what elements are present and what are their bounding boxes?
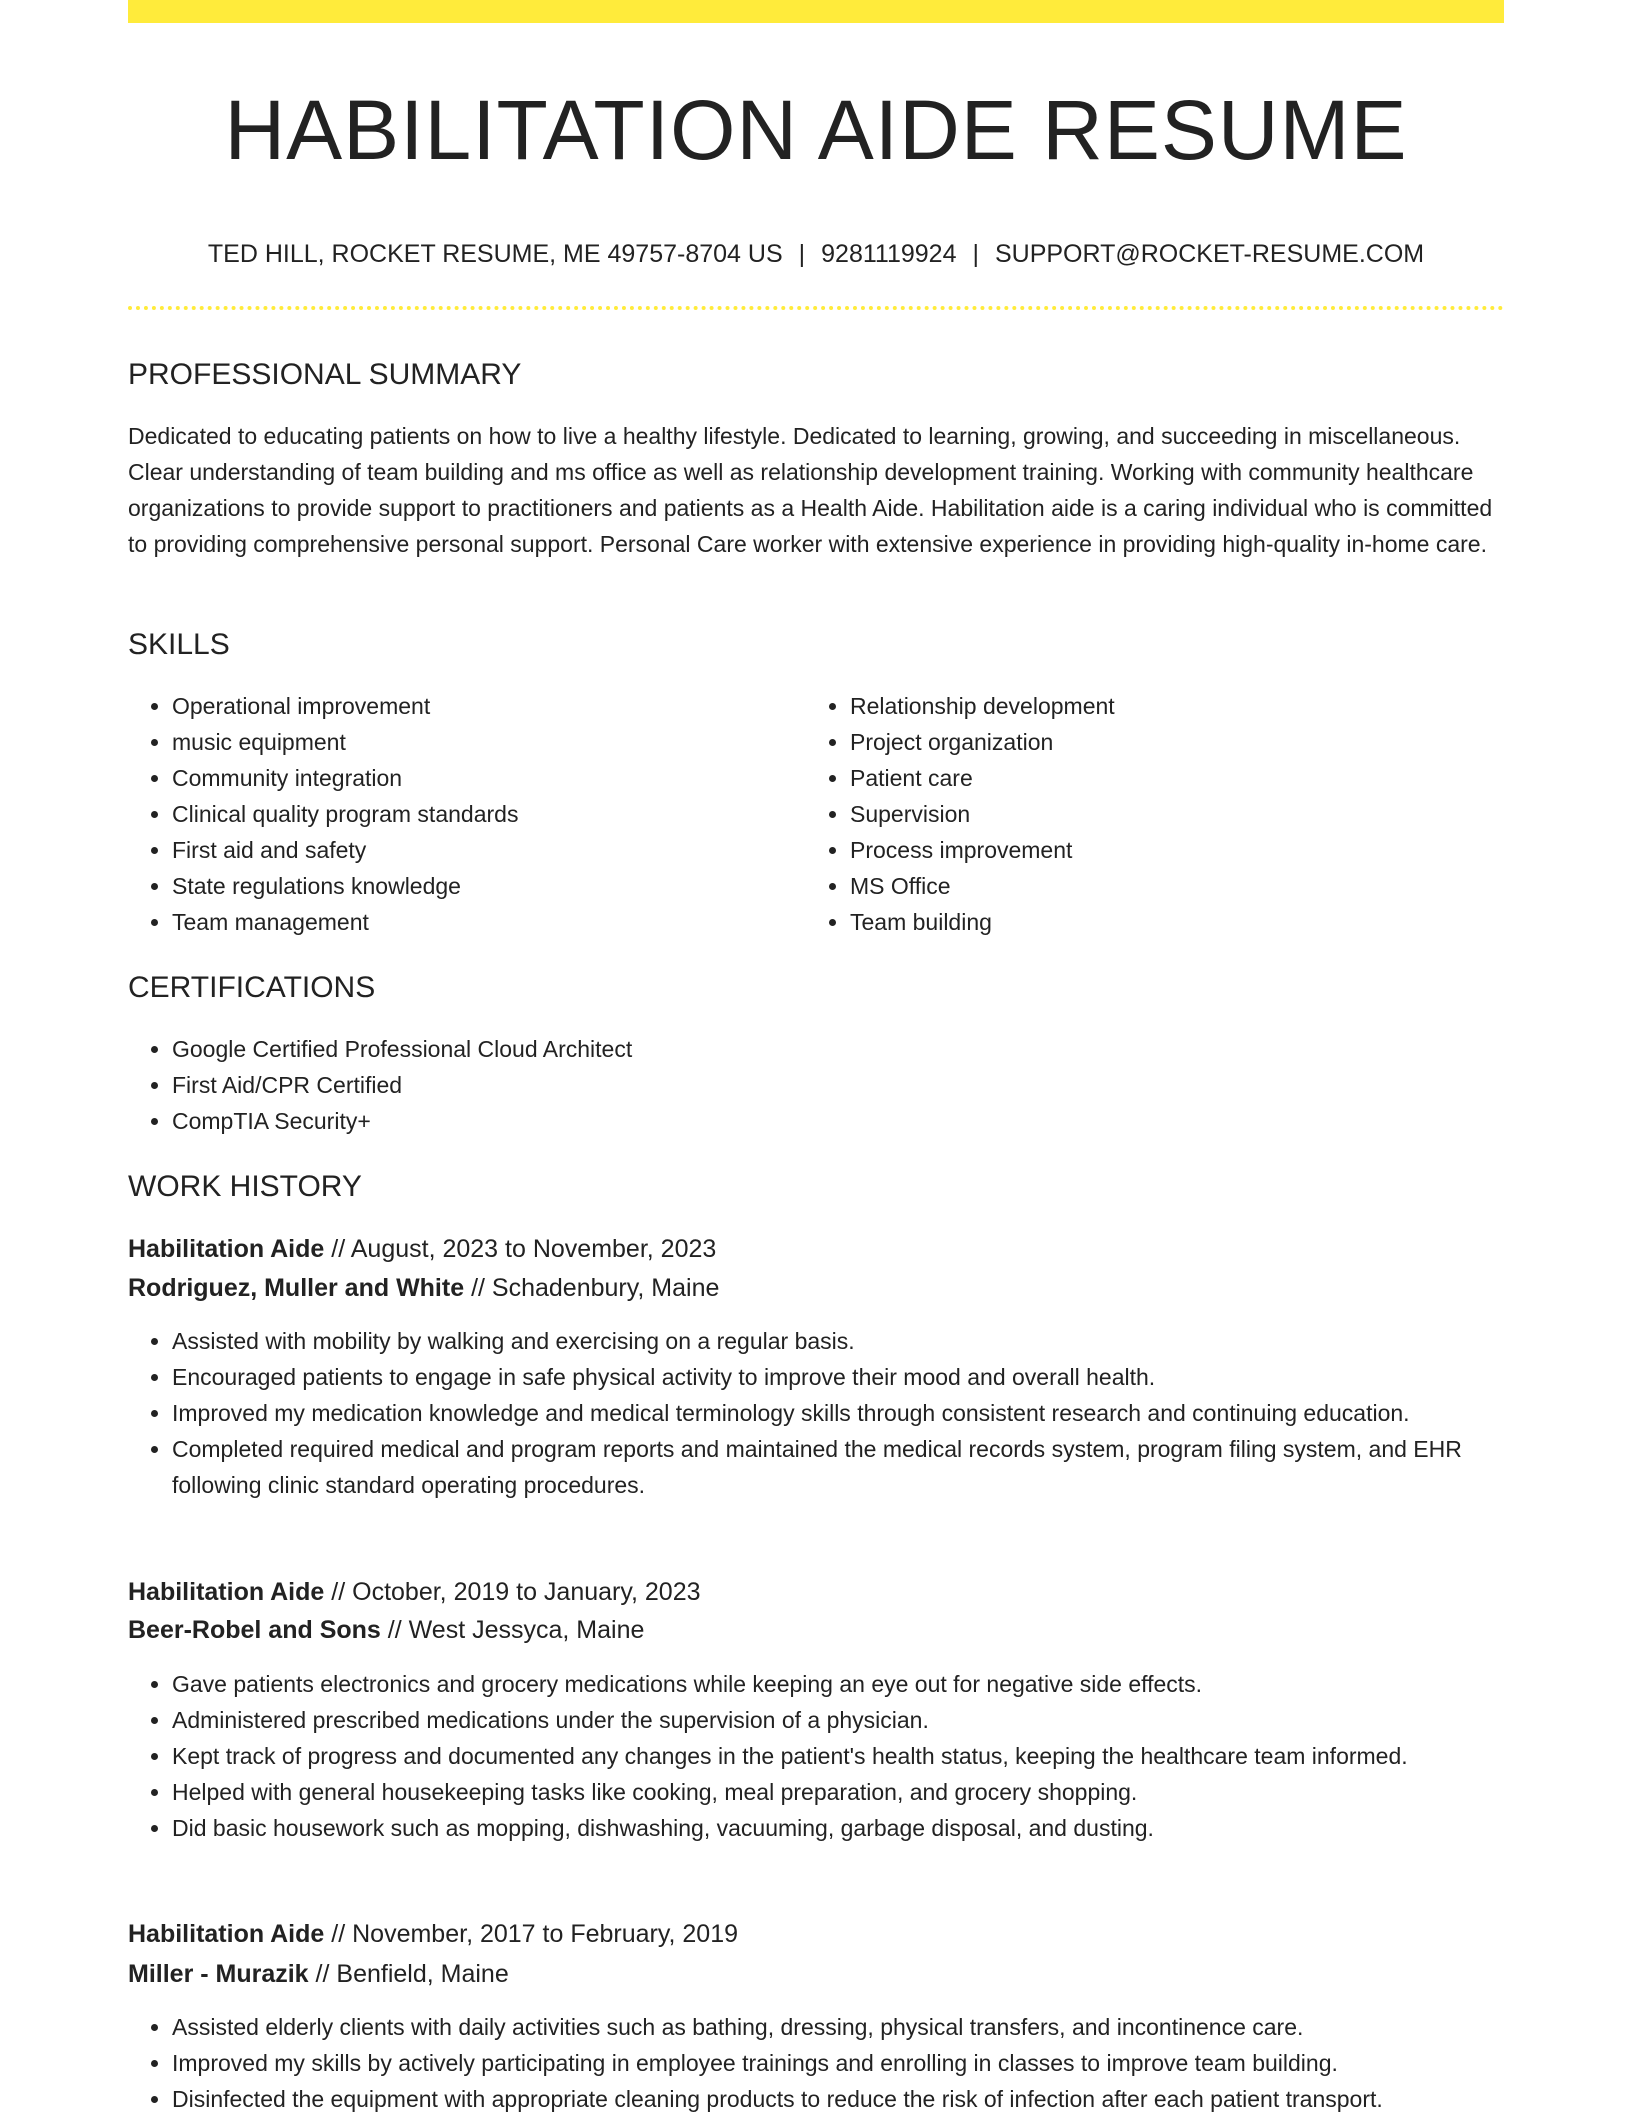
job-separator: // — [331, 1235, 346, 1263]
job-separator: // — [331, 1920, 346, 1948]
resume-title: HABILITATION AIDE RESUME — [224, 83, 1408, 177]
skill-item: • Team building — [850, 904, 1490, 940]
job-dates: August, 2023 to November, 2023 — [350, 1235, 717, 1263]
dotted-divider — [128, 306, 1504, 310]
job-company: Miller - Murazik — [128, 1960, 309, 1988]
certifications-list — [128, 1031, 1472, 1139]
job-bullet: • Improved my medication knowledge and medical terminology skills through consistent research and continuing education. — [172, 1395, 1504, 1431]
skill-item: • Project organization — [850, 724, 1490, 760]
contact-email: SUPPORT@ROCKET-RESUME.COM — [994, 240, 1425, 268]
job-title-line — [128, 1230, 716, 1268]
skill-item: • music equipment — [172, 724, 812, 760]
job-bullet: • Disinfected the equipment with appropriate cleaning products to reduce the risk of infection after each patient transport. — [172, 2081, 1512, 2112]
job-bullet: • Helped with general housekeeping tasks like cooking, meal preparation, and grocery shopping. — [172, 1774, 1504, 1810]
job-bullet: • Gave patients electronics and grocery medications while keeping an eye out for negative side effects. — [172, 1666, 1504, 1702]
contact-address: TED HILL, ROCKET RESUME, ME 49757-8704 US — [207, 240, 783, 268]
job-company: Beer-Robel and Sons — [128, 1616, 381, 1644]
work-history-heading: WORK HISTORY — [128, 1170, 362, 1203]
summary-heading: PROFESSIONAL SUMMARY — [128, 358, 522, 391]
job-company: Rodriguez, Muller and White — [128, 1274, 465, 1302]
job-title-line — [128, 1573, 701, 1611]
job-company-line — [128, 1955, 509, 1993]
skills-list-right — [806, 688, 1490, 940]
skills-list-left — [128, 688, 812, 940]
certification-item: • Google Certified Professional Cloud Architect — [172, 1031, 1472, 1067]
contact-separator: | — [972, 240, 979, 268]
summary-text: Dedicated to educating patients on how to live a healthy lifestyle. Dedicated to learning, growing, and succeeding in miscellaneous. Clear understanding of team building and ms office as well as relationship development training. Working with community healthcare organizations to provide support to practitioners and patients as a Health Aide. Habilitation aide is a caring individual who is committed to providing comprehensive personal support. Personal Care worker with extensive experience in providing high-quality in-home care. — [128, 423, 1493, 557]
job-title-line — [128, 1915, 738, 1953]
job-bullet: • Assisted elderly clients with daily activities such as bathing, dressing, physical transfers, and incontinence care. — [172, 2009, 1512, 2045]
job-bullet: • Improved my skills by actively participating in employee trainings and enrolling in classes to improve team building. — [172, 2045, 1512, 2081]
job-bullet: • Completed required medical and program reports and maintained the medical records system, program filing system, and EHR following clinic standard operating procedures. — [172, 1431, 1504, 1503]
job-title: Habilitation Aide — [128, 1578, 325, 1606]
skill-item: • Supervision — [850, 796, 1490, 832]
job-separator: // — [315, 1960, 330, 1988]
skill-item: • MS Office — [850, 868, 1490, 904]
job-bullet: • Administered prescribed medications under the supervision of a physician. — [172, 1702, 1504, 1738]
job-bullet: • Kept track of progress and documented any changes in the patient's health status, keeping the healthcare team informed. — [172, 1738, 1504, 1774]
skill-item: • First aid and safety — [172, 832, 812, 868]
job-title: Habilitation Aide — [128, 1235, 325, 1263]
job-company-line — [128, 1611, 644, 1649]
job-company-line — [128, 1269, 719, 1307]
skill-item: • Patient care — [850, 760, 1490, 796]
job-separator: // — [471, 1274, 485, 1302]
skill-item: • State regulations knowledge — [172, 868, 812, 904]
job-separator: // — [331, 1578, 346, 1606]
contact-phone: 9281119924 — [821, 240, 957, 268]
skill-item: • Community integration — [172, 760, 812, 796]
skill-item: • Operational improvement — [172, 688, 812, 724]
skill-item: • Clinical quality program standards — [172, 796, 812, 832]
job-location: West Jessyca, Maine — [408, 1616, 645, 1644]
certifications-heading: CERTIFICATIONS — [128, 971, 376, 1004]
job-bullet: • Assisted with mobility by walking and exercising on a regular basis. — [172, 1323, 1504, 1359]
certification-item: • First Aid/CPR Certified — [172, 1067, 1472, 1103]
job-bullets — [128, 1666, 1504, 1846]
skill-item: • Relationship development — [850, 688, 1490, 724]
job-location: Schadenbury, Maine — [491, 1274, 720, 1302]
contact-line — [128, 236, 1504, 272]
skill-item: • Process improvement — [850, 832, 1490, 868]
job-dates: November, 2017 to February, 2019 — [352, 1920, 739, 1948]
job-bullets — [128, 1323, 1504, 1503]
job-separator: // — [387, 1616, 402, 1644]
job-title: Habilitation Aide — [128, 1920, 325, 1948]
skill-item: • Team management — [172, 904, 812, 940]
job-location: Benfield, Maine — [336, 1960, 509, 1988]
certification-item: • CompTIA Security+ — [172, 1103, 1472, 1139]
job-bullet: • Did basic housework such as mopping, dishwashing, vacuuming, garbage disposal, and dusting. — [172, 1810, 1504, 1846]
skills-heading: SKILLS — [128, 628, 230, 661]
job-dates: October, 2019 to January, 2023 — [352, 1578, 701, 1606]
job-bullets — [128, 2009, 1512, 2112]
accent-top-bar — [128, 0, 1504, 23]
job-bullet: • Encouraged patients to engage in safe physical activity to improve their mood and overall health. — [172, 1359, 1504, 1395]
contact-separator: | — [798, 240, 806, 268]
